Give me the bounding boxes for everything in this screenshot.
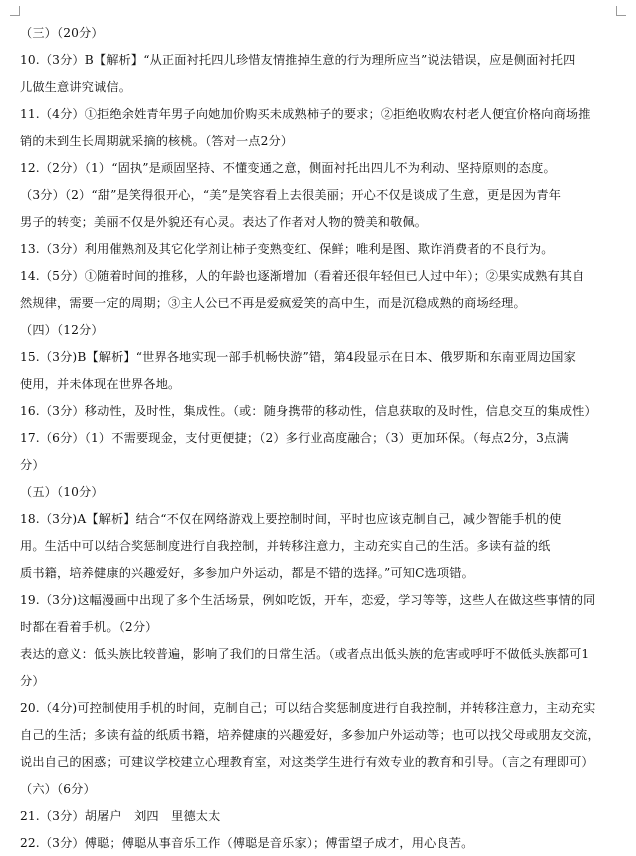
q15-line-2: 使用，并未体现在世界各地。 (20, 377, 181, 391)
section-4-heading: （四）（12分） (20, 323, 104, 337)
q14-line-1: 14.（5分）①随着时间的推移，人的年龄也逐渐增加（看着还很年轻但已人过中年）；②果实成熟有其自 (20, 269, 585, 283)
section-5-heading: （五）（10分） (20, 485, 104, 499)
q11-line-2: 销的未到生长周期就采摘的核桃。（答对一点2分） (20, 134, 294, 148)
q11-line-1: 11.（4分）①拒绝余姓青年男子向她加价购买未成熟柿子的要求；②拒绝收购农村老人便宜价格向商场推 (20, 107, 591, 121)
q20-line-3: 说出自己的困惑；可建议学校建立心理教育室，对这类学生进行有效专业的教育和引导。（言之有理即可） (20, 755, 594, 769)
q19-line-1: 19.（3分)这幅漫画中出现了多个生活场景，例如吃饭，开车，恋爱，学习等等，这些人在做这些事情的同 (20, 593, 596, 607)
q17-line-2: 分） (20, 458, 45, 472)
q18-line-1: 18.（3分)A【解析】结合“不仅在网络游戏上要控制时间，平时也应该克制自己，减少智能手机的使 (20, 512, 562, 526)
q14-line-2: 然规律，需要一定的周期；③主人公已不再是爱疯爱笑的高中生，而是沉稳成熟的商场经理。 (20, 296, 526, 310)
q12-line-2: （3分）（2）“甜”是笑得很开心，“美”是笑容看上去很美丽；开心不仅是谈成了生意，更是因为青年 (20, 188, 562, 202)
section-3-heading: （三）（20分） (20, 26, 104, 40)
q16-line-1: 16.（3分）移动性，及时性，集成性。（或：随身携带的移动性，信息获取的及时性，信息交互的集成性） (20, 404, 597, 418)
q18-line-3: 质书籍，培养健康的兴趣爱好，多参加户外运动，都是不错的选择。”可知C选项错。 (20, 566, 474, 580)
q10-line-1: 10.（3分）B【解析】“从正面衬托四儿珍惜友情推掉生意的行为理所应当”说法错误，应是侧面衬托四 (20, 53, 576, 67)
q10-line-2: 儿做生意讲究诚信。 (20, 80, 132, 94)
page-corner-mark-right (616, 6, 626, 16)
q22-line-1: 22.（3分）傅聪；傅聪从事音乐工作（傅聪是音乐家）；傅雷望子成才，用心良苦。 (20, 836, 474, 850)
q21-line-1: 21.（3分）胡屠户 刘四 里德太太 (20, 809, 221, 823)
q12-line-3: 男子的转变；美丽不仅是外貌还有心灵。表达了作者对人物的赞美和敬佩。 (20, 215, 428, 229)
q20-line-1: 20.（4分)可控制使用手机的时间，克制自己；可以结合奖惩制度进行自我控制，并转移注意力，主动充实 (20, 701, 596, 715)
q19-line-2: 时都在看着手机。（2分） (20, 620, 158, 634)
q15-line-1: 15.（3分)B【解析】“世界各地实现一部手机畅快游”错，第4段显示在日本、俄罗斯和东南亚周边国家 (20, 350, 576, 364)
q13-line-1: 13.（3分）利用催熟剂及其它化学剂让柿子变熟变红、保鲜；唯利是图、欺诈消费者的不良行为。 (20, 242, 554, 256)
q18-line-2: 用。生活中可以结合奖惩制度进行自我控制，并转移注意力，主动充实自己的生活。多读有益的纸 (20, 539, 551, 553)
section-6-heading: （六）（6分） (20, 782, 96, 796)
q12-line-1: 12.（2分）（1）“固执”是顽固坚持、不懂变通之意，侧面衬托出四儿不为利动、坚持原则的态度。 (20, 161, 556, 175)
q20-line-2: 自己的生活；多读有益的纸质书籍，培养健康的兴趣爱好，多参加户外运动等；也可以找父母或朋友交流， (20, 728, 600, 742)
q19-line-4: 分） (20, 674, 45, 688)
page-corner-mark-left (10, 6, 20, 16)
q17-line-1: 17.（6分）（1）不需要现金，支付更便捷；（2）多行业高度融合；（3）更加环保。（每点2分，3点满 (20, 431, 569, 445)
q19-line-3: 表达的意义：低头族比较普遍，影响了我们的日常生活。（或者点出低头族的危害或呼吁不做低头族都可1 (20, 647, 590, 661)
